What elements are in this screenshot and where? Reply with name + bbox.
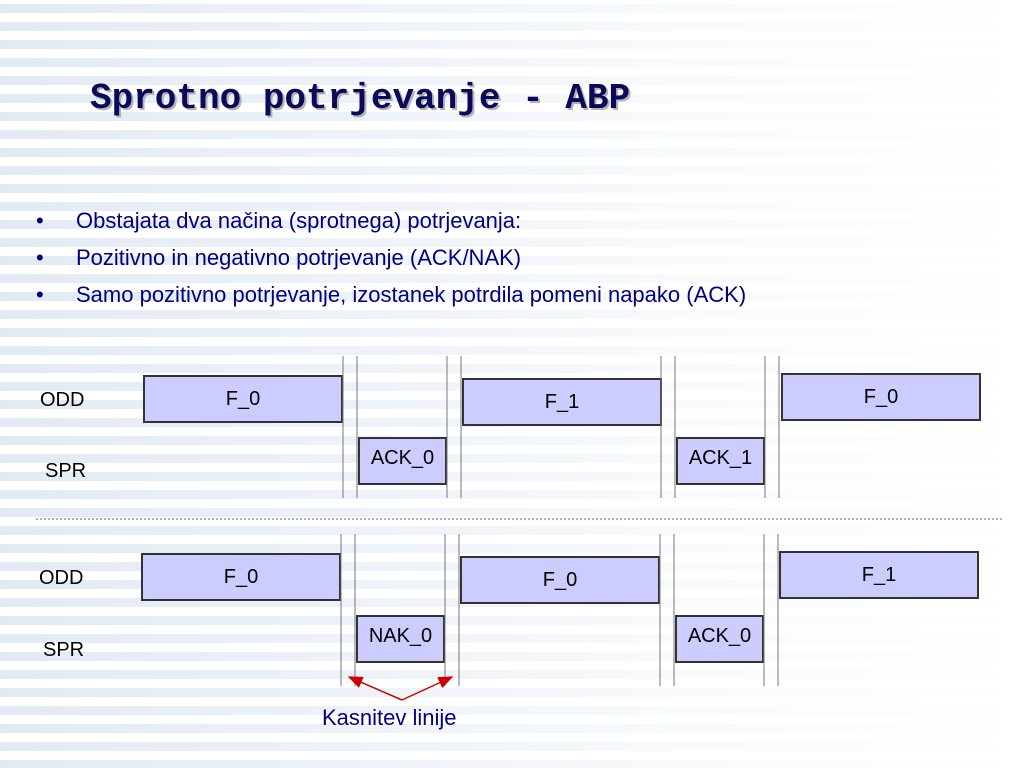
- frame-box: F_1: [779, 551, 979, 599]
- frame-box: F_0: [781, 373, 981, 421]
- bullet-item: • Pozitivno in negativno potrjevanje (ACK/NAK): [36, 239, 746, 276]
- frame-box: F_1: [462, 378, 662, 426]
- spr-label: SPR: [45, 460, 87, 482]
- delay-arrow-right: [402, 677, 452, 700]
- frame-box: F_0: [460, 556, 660, 604]
- ack-box: ACK_0: [675, 615, 764, 663]
- frame-box: F_0: [141, 553, 341, 601]
- nak-box: NAK_0: [356, 615, 445, 663]
- frame-box: F_0: [143, 375, 343, 423]
- ack-box: ACK_1: [676, 437, 765, 485]
- delay-arrow-left: [349, 677, 402, 700]
- spr-label: SPR: [43, 639, 85, 661]
- slide-title: Sprotno potrjevanje - ABP: [90, 78, 631, 119]
- delay-label: Kasnitev linije: [322, 705, 457, 730]
- odd-label: ODD: [40, 389, 85, 411]
- bullet-item: • Samo pozitivno potrjevanje, izostanek potrdila pomeni napako (ACK): [36, 276, 746, 313]
- odd-label: ODD: [39, 567, 84, 589]
- ack-box: ACK_0: [358, 437, 447, 485]
- bullet-item: • Obstajata dva načina (sprotnega) potrjevanja:: [36, 202, 746, 239]
